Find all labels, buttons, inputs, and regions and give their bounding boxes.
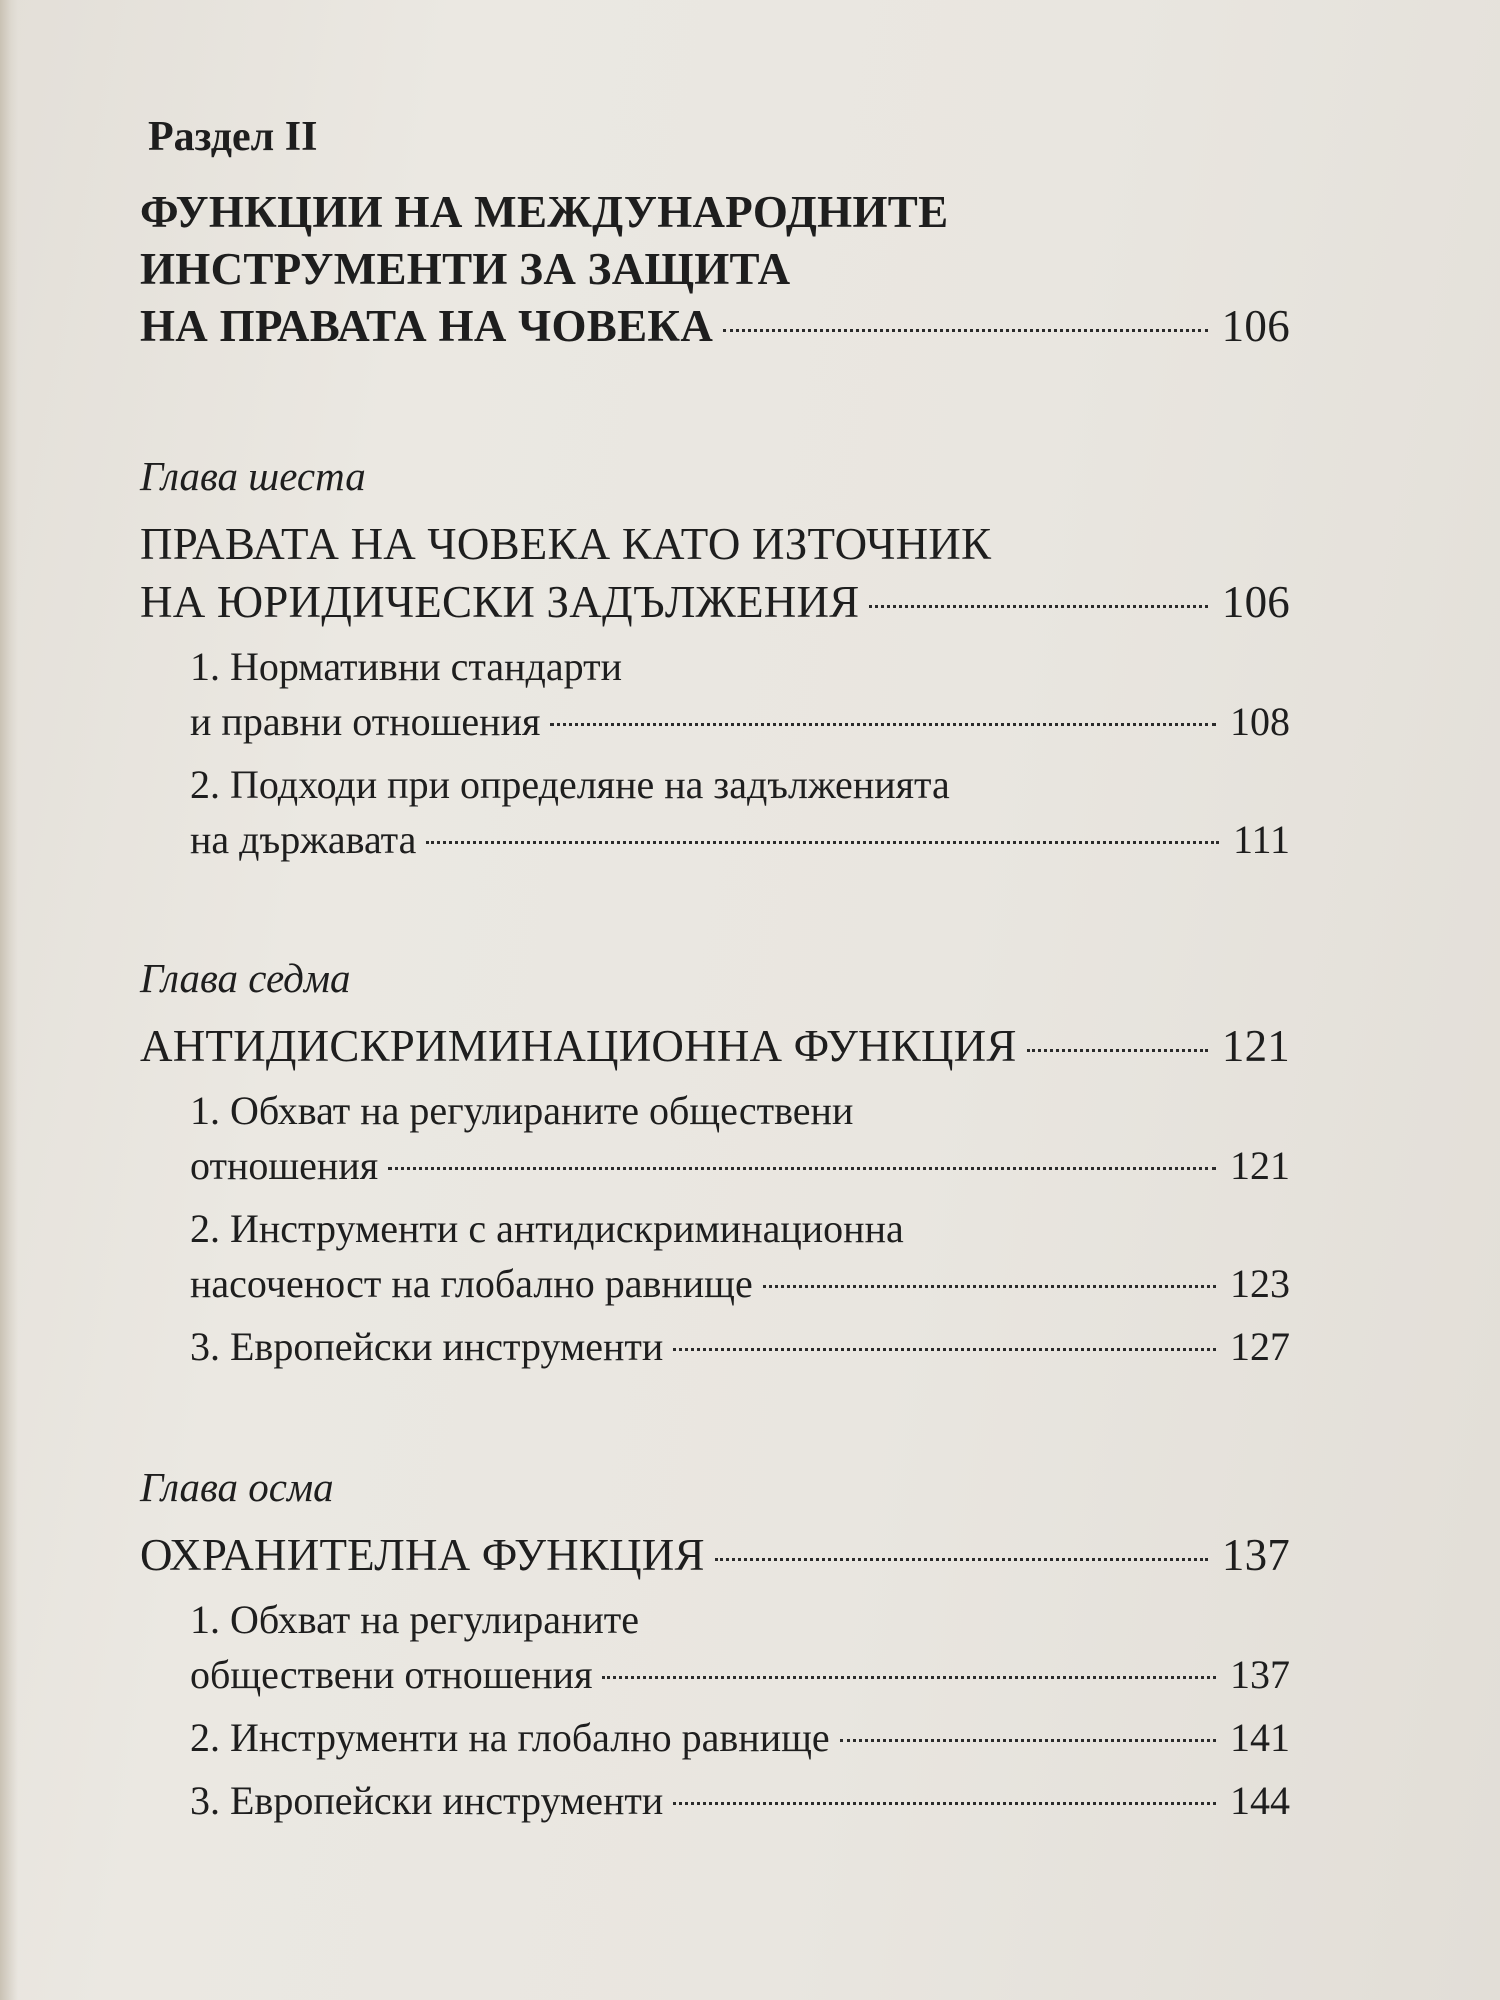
dot-leader xyxy=(723,329,1207,332)
dot-leader xyxy=(388,1167,1216,1170)
dot-leader xyxy=(550,723,1216,726)
section-line: 3. Европейски инструменти xyxy=(190,1778,664,1823)
page-number: 106 xyxy=(1221,577,1290,627)
section-entry xyxy=(190,1773,1290,1828)
dot-leader xyxy=(602,1676,1216,1679)
table-of-contents xyxy=(140,112,1290,1828)
dot-leader xyxy=(426,841,1219,844)
part-title-entry xyxy=(140,298,1290,355)
section-line: 2. Подходи при определяне на задълженията xyxy=(190,762,950,807)
part-title-line: ИНСТРУМЕНТИ ЗА ЗАЩИТА xyxy=(140,244,791,294)
section-line: и правни отношения xyxy=(190,699,541,744)
section-line: на държавата xyxy=(190,817,417,862)
dot-leader xyxy=(763,1285,1216,1288)
chapter-label: Глава осма xyxy=(140,1464,334,1510)
section-list xyxy=(190,639,1290,867)
page-number: 111 xyxy=(1232,817,1290,862)
page-spine-shadow xyxy=(0,0,18,2000)
section-last-line xyxy=(190,1710,1290,1765)
dot-leader xyxy=(869,605,1208,608)
chapter-label: Глава шеста xyxy=(140,453,366,499)
section-line: обществени отношения xyxy=(190,1652,593,1697)
chapter-title-entry xyxy=(140,573,1290,631)
chapter-title-entry xyxy=(140,1017,1290,1075)
section-line: 2. Инструменти с антидискриминационна xyxy=(190,1206,904,1251)
page-number: 127 xyxy=(1230,1324,1290,1369)
dot-leader xyxy=(1027,1049,1208,1052)
section-entry xyxy=(190,1201,1290,1311)
section-line: 2. Инструменти на глобално равнище xyxy=(190,1715,830,1760)
page-number: 137 xyxy=(1221,1530,1290,1580)
page-number: 106 xyxy=(1221,301,1290,351)
chapter-title-line: ПРАВАТА НА ЧОВЕКА КАТО ИЗТОЧНИК xyxy=(140,519,992,569)
dot-leader xyxy=(673,1348,1216,1351)
section-entry xyxy=(190,1083,1290,1193)
chapter-label: Глава седма xyxy=(140,955,351,1001)
page-number: 121 xyxy=(1221,1021,1290,1071)
section-last-line xyxy=(190,1773,1290,1828)
section-entry xyxy=(190,757,1290,867)
page-number: 121 xyxy=(1230,1143,1290,1188)
section-entry xyxy=(190,639,1290,749)
page-number: 141 xyxy=(1230,1715,1290,1760)
section-last-line xyxy=(190,1647,1290,1702)
page-number: 137 xyxy=(1230,1652,1290,1697)
section-line: 1. Обхват на регулираните xyxy=(190,1597,640,1642)
page-number: 123 xyxy=(1230,1261,1290,1306)
section-last-line xyxy=(190,1256,1290,1311)
section-last-line xyxy=(190,694,1290,749)
page-number: 108 xyxy=(1230,699,1290,744)
section-line: насоченост на глобално равнище xyxy=(190,1261,753,1306)
section-last-line xyxy=(190,1138,1290,1193)
section-last-line xyxy=(190,812,1290,867)
part-label: Раздел II xyxy=(148,114,318,160)
section-line: 1. Нормативни стандарти xyxy=(190,644,622,689)
chapter-title-line: НА ЮРИДИЧЕСКИ ЗАДЪЛЖЕНИЯ xyxy=(140,577,860,627)
dot-leader xyxy=(715,1558,1208,1561)
part-title-line: НА ПРАВАТА НА ЧОВЕКА xyxy=(140,301,714,351)
part-title-line: ФУНКЦИИ НА МЕЖДУНАРОДНИТЕ xyxy=(140,187,949,237)
chapter-title-entry xyxy=(140,1526,1290,1584)
dot-leader xyxy=(840,1739,1216,1742)
page-number: 144 xyxy=(1230,1778,1290,1823)
section-line: 3. Европейски инструменти xyxy=(190,1324,664,1369)
section-list xyxy=(190,1592,1290,1828)
part-title xyxy=(140,184,1290,355)
section-line: 1. Обхват на регулираните обществени xyxy=(190,1088,854,1133)
chapter-title-line: АНТИДИСКРИМИНАЦИОННА ФУНКЦИЯ xyxy=(140,1021,1017,1071)
dot-leader xyxy=(673,1802,1216,1805)
section-entry xyxy=(190,1319,1290,1374)
section-entry xyxy=(190,1592,1290,1702)
chapter-title xyxy=(140,515,1290,631)
chapter-title xyxy=(140,1526,1290,1584)
chapter-title xyxy=(140,1017,1290,1075)
section-list xyxy=(190,1083,1290,1374)
section-entry xyxy=(190,1710,1290,1765)
section-line: отношения xyxy=(190,1143,379,1188)
section-last-line xyxy=(190,1319,1290,1374)
chapter-title-line: ОХРАНИТЕЛНА ФУНКЦИЯ xyxy=(140,1530,705,1580)
